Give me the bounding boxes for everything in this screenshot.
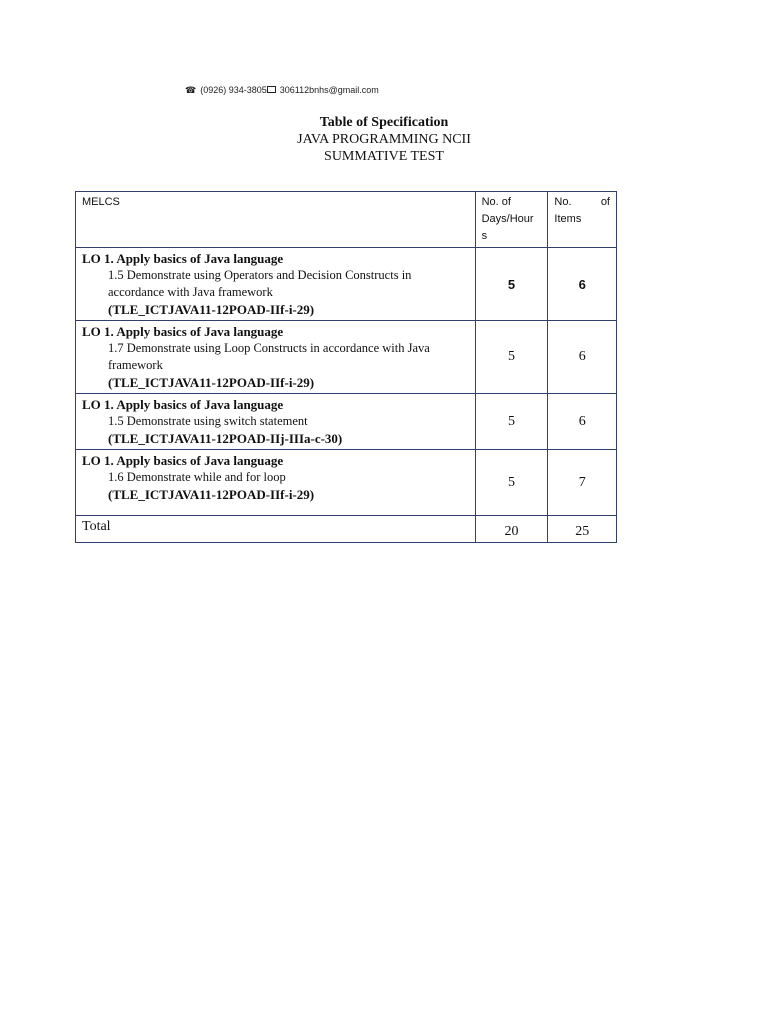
phone-icon: ☎	[185, 85, 197, 95]
header-items-line2: Items	[554, 213, 582, 225]
document-test-type: SUMMATIVE TEST	[324, 149, 444, 164]
header-days-line2: Days/Hour	[481, 213, 534, 225]
learning-outcome: LO 1. Apply basics of Java language	[82, 251, 284, 266]
header-melcs: MELCS	[76, 192, 476, 248]
document-title: Table of Specification	[319, 115, 449, 130]
competency: 1.5 Demonstrate using switch statement	[108, 414, 308, 428]
document-titles	[0, 114, 768, 165]
table-header-row	[76, 192, 617, 248]
melc-cell	[76, 321, 476, 394]
table-row	[76, 450, 617, 516]
items-cell: 6	[548, 248, 617, 321]
phone-number: (0926) 934-3805	[200, 85, 267, 95]
competency: 1.6 Demonstrate while and for loop	[108, 470, 286, 484]
days-cell: 5	[475, 394, 548, 450]
learning-outcome: LO 1. Apply basics of Java language	[82, 397, 284, 412]
total-days: 20	[475, 516, 548, 543]
competency-code: (TLE_ICTJAVA11-12POAD-IIf-i-29)	[108, 375, 315, 390]
melc-cell	[76, 394, 476, 450]
table-row	[76, 394, 617, 450]
envelope-icon	[267, 86, 276, 93]
competency: 1.7 Demonstrate using Loop Constructs in accordance with Java framework	[108, 341, 430, 372]
items-cell: 7	[548, 450, 617, 516]
days-cell: 5	[475, 248, 548, 321]
melc-cell	[76, 450, 476, 516]
melc-cell	[76, 248, 476, 321]
learning-outcome: LO 1. Apply basics of Java language	[82, 324, 284, 339]
header-days-hours	[475, 192, 548, 248]
competency: 1.5 Demonstrate using Operators and Decision Constructs in accordance with Java framework	[108, 268, 412, 299]
header-items-word1: No.	[554, 196, 572, 208]
days-cell: 5	[475, 450, 548, 516]
learning-outcome: LO 1. Apply basics of Java language	[82, 453, 284, 468]
total-row	[76, 516, 617, 543]
days-cell: 5	[475, 321, 548, 394]
items-cell: 6	[548, 321, 617, 394]
competency-code: (TLE_ICTJAVA11-12POAD-IIf-i-29)	[108, 487, 315, 502]
items-cell: 6	[548, 394, 617, 450]
contact-line	[185, 85, 379, 96]
header-days-line3: s	[481, 230, 488, 242]
header-items-word2: of	[600, 196, 610, 208]
table-row	[76, 248, 617, 321]
header-items	[548, 192, 617, 248]
header-items-line1	[554, 194, 610, 211]
header-days-line1: No. of	[481, 196, 511, 208]
total-label: Total	[76, 516, 476, 543]
table-row	[76, 321, 617, 394]
competency-code: (TLE_ICTJAVA11-12POAD-IIj-IIIa-c-30)	[108, 431, 343, 446]
competency-code: (TLE_ICTJAVA11-12POAD-IIf-i-29)	[108, 302, 315, 317]
total-items: 25	[548, 516, 617, 543]
specification-table	[75, 191, 617, 543]
document-subject: JAVA PROGRAMMING NCII	[297, 132, 471, 147]
email-address: 306112bnhs@gmail.com	[279, 85, 379, 95]
